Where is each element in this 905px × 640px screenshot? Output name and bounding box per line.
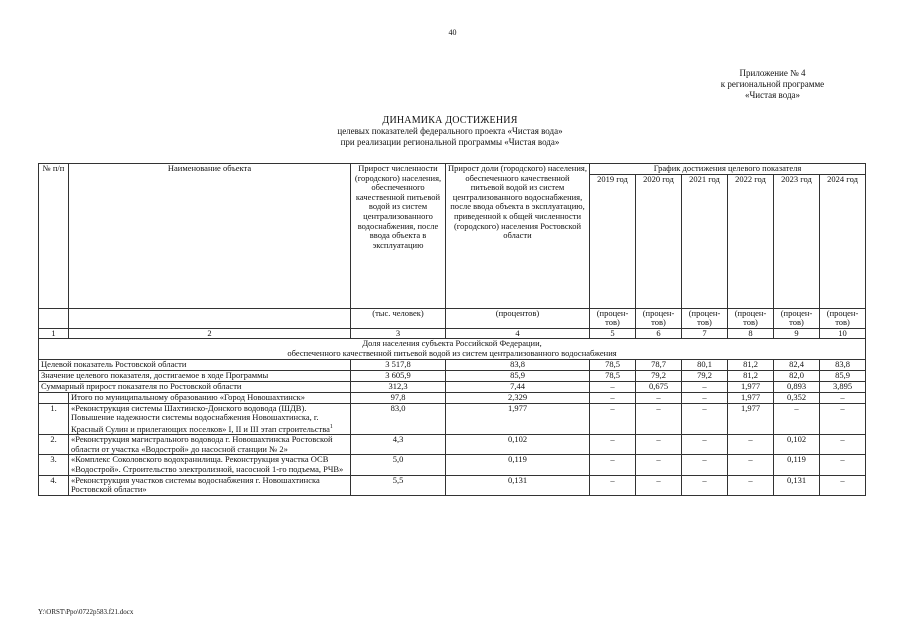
section-line: обеспеченного качественной питьевой водой из систем централизованного водоснабжения: [287, 347, 617, 358]
header-row: [39, 164, 866, 175]
year-value: 79,2: [682, 370, 728, 381]
appendix-line: «Чистая вода»: [744, 90, 801, 100]
object-share-value: 0,131: [446, 475, 590, 495]
header-num: № п/п: [39, 164, 69, 309]
column-number: 10: [820, 328, 866, 339]
year-value: –: [636, 392, 682, 403]
document-subtitle: при реализации региональной программы «Чистая вода»: [340, 137, 560, 147]
object-row: [39, 435, 866, 455]
municipal-share-value: 2,329: [446, 392, 590, 403]
section-row: [39, 339, 866, 359]
year-value: 78,5: [590, 359, 636, 370]
object-name: [69, 455, 351, 475]
year-value: –: [682, 403, 728, 435]
header-increase-share: Прирост доли (городского) населения, обеспеченного качественной питьевой водой из систем централизованного водоснабжения, после ввода объекта в эксплуатацию, приведенной к общей численности (городского) населения Ростовской области: [446, 164, 590, 309]
year-value: –: [636, 455, 682, 475]
object-row: [39, 403, 866, 435]
year-value: –: [682, 475, 728, 495]
object-row: [39, 455, 866, 475]
section-line: Доля населения субъекта Российской Федерации,: [362, 338, 542, 349]
object-number: 3.: [39, 455, 69, 475]
object-name: [69, 403, 351, 435]
year-value: 78,7: [636, 359, 682, 370]
object-name-text: «Реконструкция участков системы водоснабжения г. Новошахтинска Ростовской области»: [71, 474, 320, 495]
unit-year: (процен-тов): [774, 308, 820, 328]
year-value: 3,895: [820, 381, 866, 392]
object-name-text: «Реконструкция магистрального водовода г. Новошахтинска Ростовской области от участка «Водострой» до насосной станции № 2»: [71, 434, 333, 454]
year-value: –: [774, 403, 820, 435]
object-number: 1.: [39, 403, 69, 435]
year-value: –: [820, 403, 866, 435]
unit-pop: (тыс. человек): [351, 308, 446, 328]
summary-row: [39, 370, 866, 381]
year-value: 80,1: [682, 359, 728, 370]
year-value: –: [820, 455, 866, 475]
column-number: 1: [39, 328, 69, 339]
column-number: 3: [351, 328, 446, 339]
year-value: –: [728, 475, 774, 495]
year-value: –: [590, 403, 636, 435]
summary-pop-value: 312,3: [351, 381, 446, 392]
year-value: 0,352: [774, 392, 820, 403]
year-value: 78,5: [590, 370, 636, 381]
column-number: 7: [682, 328, 728, 339]
summary-share-value: 83,8: [446, 359, 590, 370]
year-value: 1,977: [728, 392, 774, 403]
year-value: –: [636, 435, 682, 455]
year-value: 81,2: [728, 370, 774, 381]
year-value: –: [682, 392, 728, 403]
year-value: 81,2: [728, 359, 774, 370]
year-value: –: [590, 475, 636, 495]
object-name-text: «Комплекс Соколовского водохранилища. Реконструкция участка ОСВ «Водострой». Строительство электролизной, насосной 1-го подъема, РЧВ»: [71, 454, 344, 474]
summary-row: [39, 381, 866, 392]
year-value: 82,4: [774, 359, 820, 370]
unit-year: (процен-тов): [590, 308, 636, 328]
summary-label: Суммарный прирост показателя по Ростовской области: [39, 381, 351, 392]
year-value: 82,0: [774, 370, 820, 381]
summary-share-value: 7,44: [446, 381, 590, 392]
page-number: 40: [448, 28, 457, 37]
appendix-line: к региональной программе: [720, 79, 825, 89]
column-number: 6: [636, 328, 682, 339]
units-row: [39, 308, 866, 328]
year-value: 83,8: [820, 359, 866, 370]
unit-share: (процентов): [446, 308, 590, 328]
object-number: 2.: [39, 435, 69, 455]
summary-rows: [39, 359, 866, 392]
summary-pop-value: 3 517,8: [351, 359, 446, 370]
year-value: –: [728, 435, 774, 455]
document-subtitle: целевых показателей федерального проекта «Чистая вода»: [337, 126, 563, 136]
year-value: –: [590, 435, 636, 455]
year-value: 1,977: [728, 381, 774, 392]
header-year: 2023 год: [774, 174, 820, 308]
header-year: 2021 год: [682, 174, 728, 308]
municipal-rows: [39, 392, 866, 403]
column-number: 4: [446, 328, 590, 339]
appendix-line: Приложение № 4: [739, 68, 806, 78]
summary-pop-value: 3 605,9: [351, 370, 446, 381]
object-pop-value: 4,3: [351, 435, 446, 455]
unit-cell: [39, 308, 69, 328]
header-schedule: График достижения целевого показателя: [590, 164, 866, 175]
column-number: 5: [590, 328, 636, 339]
year-value: –: [820, 435, 866, 455]
object-number: 4.: [39, 475, 69, 495]
year-value: 0,102: [774, 435, 820, 455]
object-name: [69, 475, 351, 495]
appendix-note: [705, 68, 840, 101]
year-value: –: [636, 475, 682, 495]
summary-label: Значение целевого показателя, достигаемое в ходе Программы: [39, 370, 351, 381]
year-value: –: [682, 381, 728, 392]
year-value: –: [636, 403, 682, 435]
document-title: ДИНАМИКА ДОСТИЖЕНИЯ: [382, 115, 518, 126]
unit-year: (процен-тов): [682, 308, 728, 328]
municipal-total-row: [39, 392, 866, 403]
year-value: –: [820, 475, 866, 495]
year-value: 0,131: [774, 475, 820, 495]
column-number-row: [39, 328, 866, 339]
header-year: 2022 год: [728, 174, 774, 308]
object-row: [39, 475, 866, 495]
document-title-block: [240, 115, 660, 148]
year-value: 85,9: [820, 370, 866, 381]
object-share-value: 1,977: [446, 403, 590, 435]
year-value: –: [728, 455, 774, 475]
section-title: [39, 339, 866, 359]
municipal-label: Итого по муниципальному образованию «Город Новошахтинск»: [69, 392, 351, 403]
year-value: –: [590, 455, 636, 475]
year-value: –: [590, 381, 636, 392]
object-pop-value: 83,0: [351, 403, 446, 435]
header-increase-pop: Прирост численности (городского) населения, обеспеченного качественной питьевой водой из систем централизованного водоснабжения, после ввода объекта в эксплуатацию: [351, 164, 446, 309]
object-name: [69, 435, 351, 455]
summary-share-value: 85,9: [446, 370, 590, 381]
unit-year: (процен-тов): [820, 308, 866, 328]
object-share-value: 0,102: [446, 435, 590, 455]
header-year: 2024 год: [820, 174, 866, 308]
object-name-text: «Реконструкция системы Шахтинско-Донского водовода (ШДВ). Повышение надежности системы водоснабжения Новошахтинска, г. Красный Сулин и прилегающих поселков» I, II и III этап строительства: [71, 402, 330, 434]
summary-label: Целевой показатель Ростовской области: [39, 359, 351, 370]
year-value: 1,977: [728, 403, 774, 435]
year-value: 0,119: [774, 455, 820, 475]
year-value: –: [820, 392, 866, 403]
column-number: 2: [69, 328, 351, 339]
file-path-footer: Y:\ORST\Ppo\0722p583.f21.docx: [38, 608, 134, 616]
unit-cell: [69, 308, 351, 328]
year-value: 0,893: [774, 381, 820, 392]
object-pop-value: 5,0: [351, 455, 446, 475]
year-value: –: [590, 392, 636, 403]
unit-year: (процен-тов): [636, 308, 682, 328]
municipal-pop-value: 97,8: [351, 392, 446, 403]
column-number: 9: [774, 328, 820, 339]
object-share-value: 0,119: [446, 455, 590, 475]
summary-row: [39, 359, 866, 370]
year-value: 0,675: [636, 381, 682, 392]
year-value: 79,2: [636, 370, 682, 381]
year-value: –: [682, 435, 728, 455]
indicators-table: [38, 163, 866, 496]
year-value: –: [682, 455, 728, 475]
column-number: 8: [728, 328, 774, 339]
object-pop-value: 5,5: [351, 475, 446, 495]
object-rows: [39, 403, 866, 495]
footnote-marker: 1: [329, 423, 333, 430]
header-year: 2019 год: [590, 174, 636, 308]
header-year: 2020 год: [636, 174, 682, 308]
row-number-empty: [39, 392, 69, 403]
unit-year: (процен-тов): [728, 308, 774, 328]
header-name: Наименование объекта: [69, 164, 351, 309]
